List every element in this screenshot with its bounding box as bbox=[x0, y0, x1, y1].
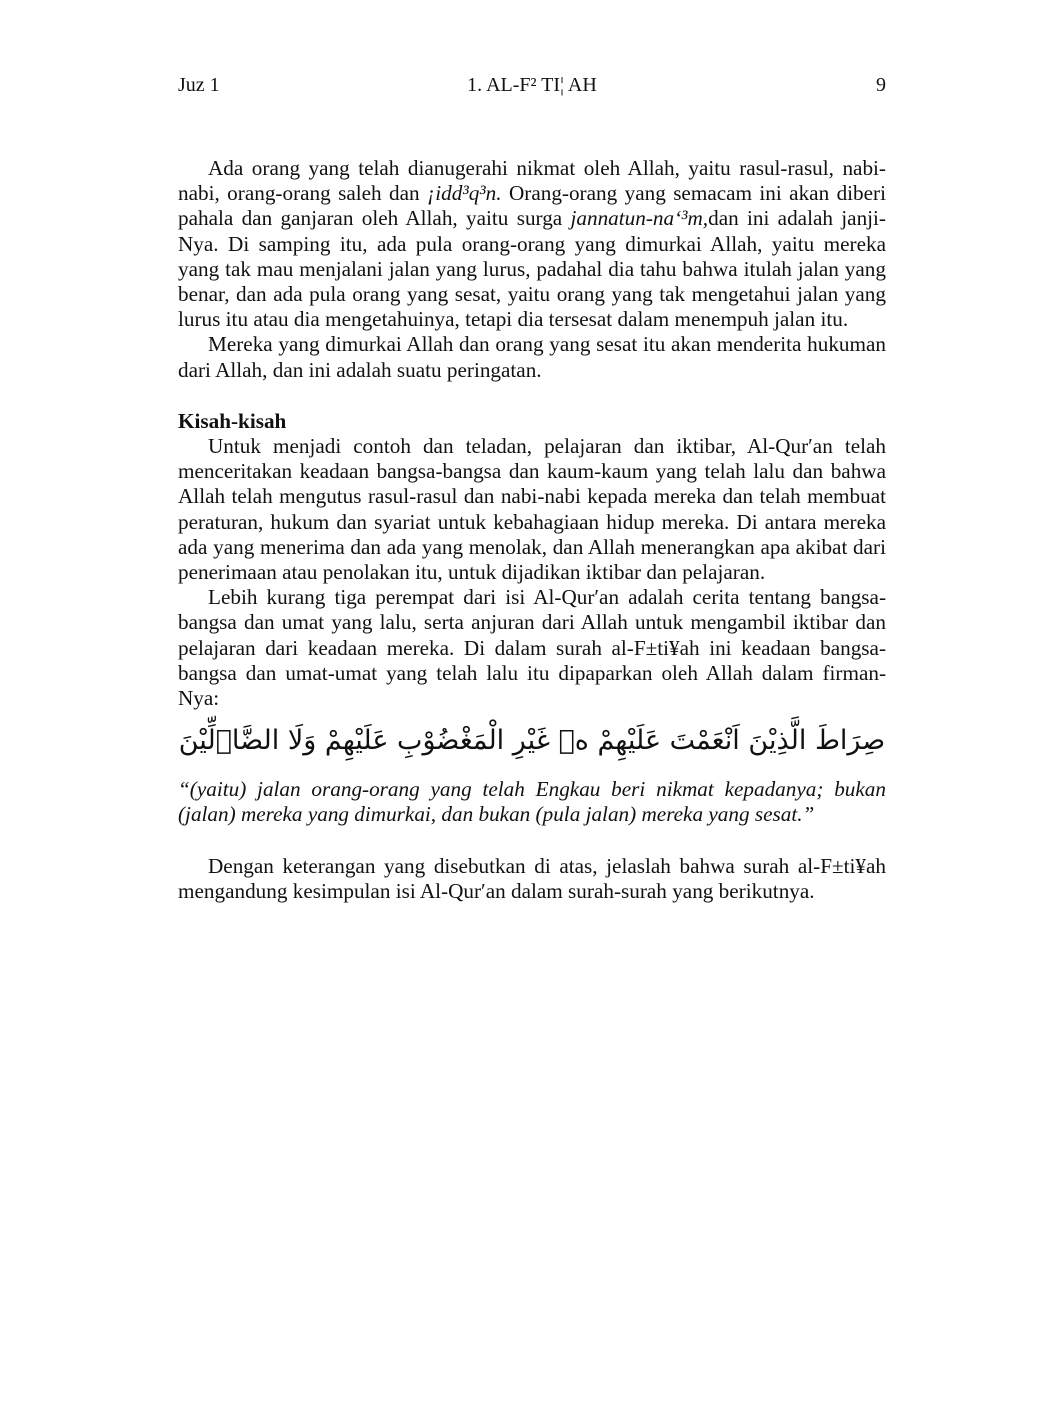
arabic-verse: صِرَاطَ الَّذِيْنَ اَنْعَمْتَ عَلَيْهِمْ ەۙ غَيْرِ الْمَغْضُوْبِ عَلَيْهِمْ وَلَا الضَّاۤلِّيْنَ bbox=[178, 725, 886, 757]
page bbox=[178, 0, 886, 1417]
paragraph-5: Dengan keterangan yang disebutkan di atas, jelaslah bahwa surah al-F±ti¥ah mengandung kesimpulan isi Al-Qur′an dalam surah-surah yang berikutnya. bbox=[178, 853, 886, 903]
paragraph-1-part-c: dan ini adalah janji-Nya. Di samping itu, ada pula orang-orang yang dimurkai Allah, yaitu mereka yang tak mau menjalani jalan yang lurus, padahal dia tahu bahwa itulah jalan yang benar, dan ada pula orang yang sesat, yaitu orang yang tak mengetahui jalan yang lurus itu atau dia mengetahuinya, tetapi dia tersesat dalam menempuh jalan itu. bbox=[178, 206, 886, 332]
running-header bbox=[178, 72, 886, 98]
paragraph-3: Untuk menjadi contoh dan teladan, pelajaran dan iktibar, Al-Qur′an telah menceritakan keadaan bangsa-bangsa dan kaum-kaum yang telah lalu dan bahwa Allah telah mengutus rasul-rasul dan nabi-nabi kepada mereka dan telah membuat peraturan, hukum dan syariat untuk kebahagiaan hidup mereka. Di antara mereka ada yang menerima dan ada yang menolak, dan Allah menerangkan apa akibat dari penerimaan atau penolakan itu, untuk dijadikan iktibar dan pelajaran. bbox=[178, 434, 886, 585]
header-page-number: 9 bbox=[876, 74, 886, 96]
body-text bbox=[178, 156, 886, 904]
term-siddiqin: ¡idd³q³n. bbox=[427, 181, 502, 206]
term-jannatun-naim: jannatun-na‘³m, bbox=[570, 206, 709, 231]
paragraph-1-part-a: Ada orang yang telah dianugerahi nikmat oleh Allah, yaitu rasul-rasul, nabi-nabi, orang-orang saleh dan bbox=[178, 156, 886, 206]
paragraph-1-part-b: Orang-orang yang semacam ini akan diberi pahala dan ganjaran oleh Allah, yaitu surga bbox=[178, 181, 886, 231]
verse-translation: “(yaitu) jalan orang-orang yang telah Engkau beri nikmat kepadanya; bukan (jalan) mereka yang dimurkai, dan bukan (pula jalan) mereka yang sesat.” bbox=[178, 777, 886, 827]
header-juz: Juz 1 bbox=[178, 74, 220, 96]
paragraph-4: Lebih kurang tiga perempat dari isi Al-Qur′an adalah cerita tentang bangsa-bangsa dan umat yang lalu, serta anjuran dari Allah untuk mengambil iktibar dan pelajaran dari keadaan mereka. Di dalam surah al-F±ti¥ah ini keadaan bangsa-bangsa dan umat-umat yang telah lalu itu dipaparkan oleh Allah dalam firman-Nya: bbox=[178, 585, 886, 711]
paragraph-2: Mereka yang dimurkai Allah dan orang yang sesat itu akan menderita hukuman dari Allah, dan ini adalah suatu peringatan. bbox=[178, 332, 886, 382]
spacer bbox=[178, 828, 886, 854]
header-surah-title: 1. AL-F² TI¦ AH bbox=[467, 74, 597, 96]
paragraph-1 bbox=[178, 156, 886, 332]
section-heading-kisah: Kisah-kisah bbox=[178, 408, 287, 433]
